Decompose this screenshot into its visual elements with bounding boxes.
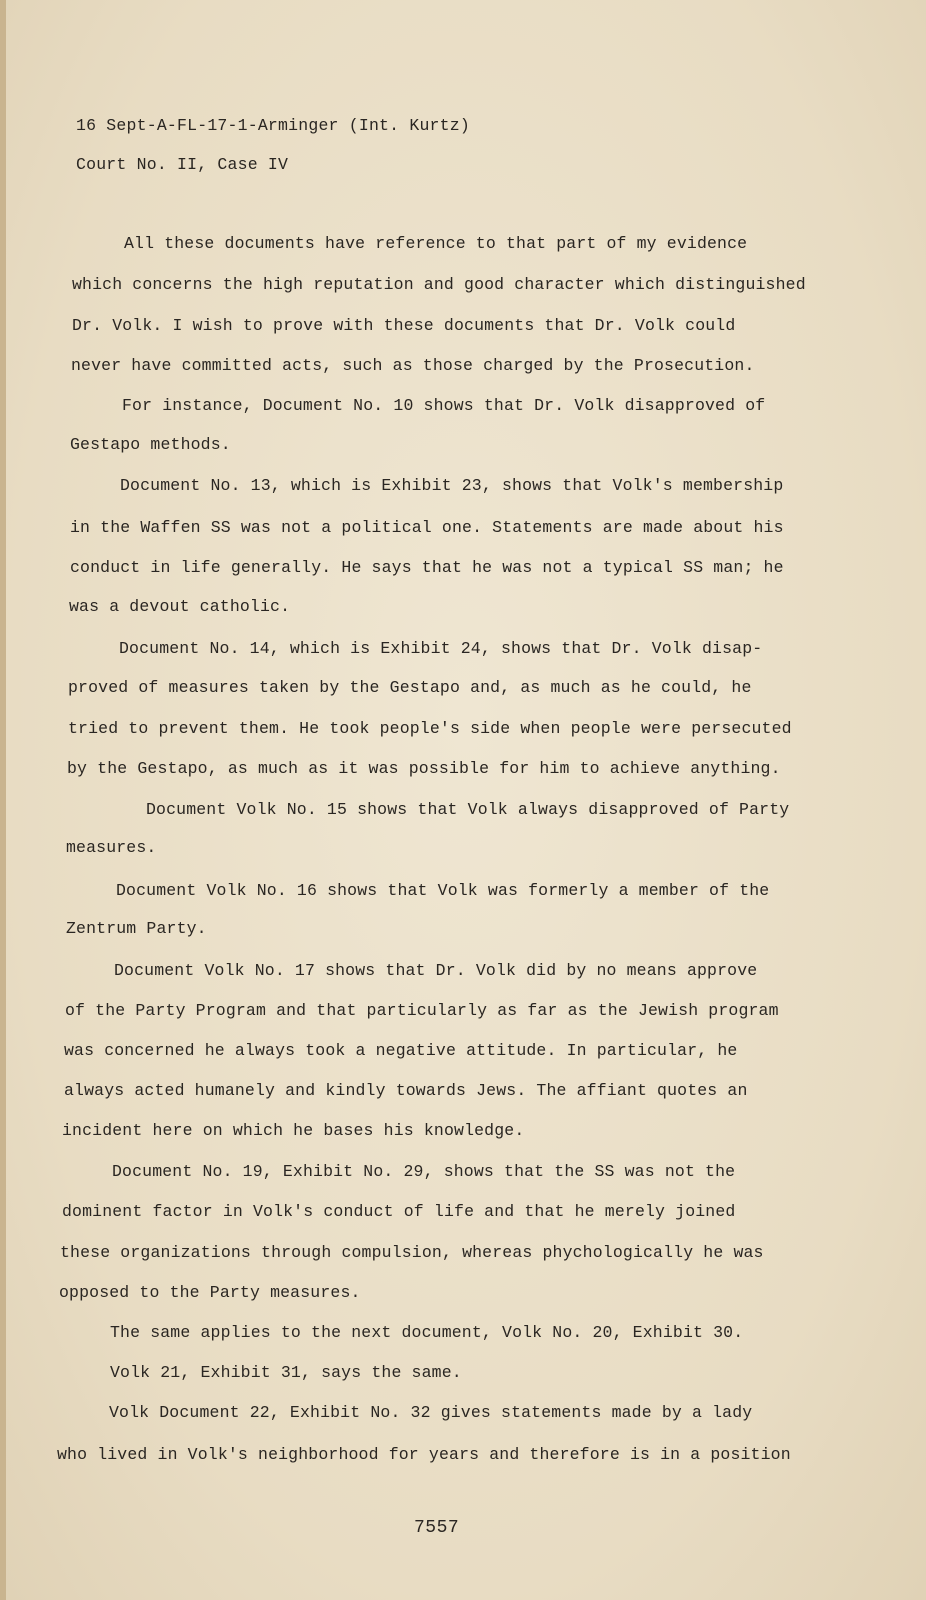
page-number: 7557 bbox=[414, 1518, 460, 1538]
text-line: All these documents have reference to that part of my evidence bbox=[124, 234, 748, 253]
text-line: Volk Document 22, Exhibit No. 32 gives statements made by a lady bbox=[109, 1403, 753, 1422]
text-line: Document Volk No. 15 shows that Volk always disapproved of Party bbox=[146, 800, 790, 819]
text-line: dominent factor in Volk's conduct of life and that he merely joined bbox=[62, 1202, 736, 1221]
text-line: conduct in life generally. He says that he was not a typical SS man; he bbox=[70, 558, 784, 577]
text-line: never have committed acts, such as those charged by the Prosecution. bbox=[71, 356, 755, 375]
text-line: Document Volk No. 16 shows that Volk was formerly a member of the bbox=[116, 881, 770, 900]
text-line: Document No. 14, which is Exhibit 24, shows that Dr. Volk disap- bbox=[119, 639, 763, 658]
text-line: by the Gestapo, as much as it was possible for him to achieve anything. bbox=[67, 759, 781, 778]
text-line: The same applies to the next document, Volk No. 20, Exhibit 30. bbox=[110, 1323, 744, 1342]
text-line: in the Waffen SS was not a political one. Statements are made about his bbox=[70, 518, 784, 537]
text-line: was a devout catholic. bbox=[69, 597, 291, 616]
text-line: Dr. Volk. I wish to prove with these documents that Dr. Volk could bbox=[72, 316, 736, 335]
text-line: proved of measures taken by the Gestapo and, as much as he could, he bbox=[68, 678, 752, 697]
text-line: Document No. 19, Exhibit No. 29, shows that the SS was not the bbox=[112, 1162, 736, 1181]
text-line: who lived in Volk's neighborhood for years and therefore is in a position bbox=[57, 1445, 791, 1464]
text-line: Gestapo methods. bbox=[70, 435, 231, 454]
text-line: always acted humanely and kindly towards Jews. The affiant quotes an bbox=[64, 1081, 748, 1100]
text-line: of the Party Program and that particularly as far as the Jewish program bbox=[65, 1001, 779, 1020]
text-line: was concerned he always took a negative attitude. In particular, he bbox=[64, 1041, 738, 1060]
court-case-line: Court No. II, Case IV bbox=[76, 155, 289, 174]
text-line: which concerns the high reputation and good character which distinguished bbox=[72, 275, 806, 294]
text-line: incident here on which he bases his knowledge. bbox=[62, 1121, 525, 1140]
text-line: tried to prevent them. He took people's side when people were persecuted bbox=[68, 719, 792, 738]
text-line: these organizations through compulsion, whereas phychologically he was bbox=[60, 1243, 764, 1262]
text-line: Zentrum Party. bbox=[66, 919, 207, 938]
text-line: For instance, Document No. 10 shows that Dr. Volk disapproved of bbox=[122, 396, 766, 415]
header-reference: 16 Sept-A-FL-17-1-Arminger (Int. Kurtz) bbox=[76, 116, 470, 135]
text-line: Volk 21, Exhibit 31, says the same. bbox=[110, 1363, 462, 1382]
text-line: opposed to the Party measures. bbox=[59, 1283, 361, 1302]
text-line: measures. bbox=[66, 838, 157, 857]
text-line: Document Volk No. 17 shows that Dr. Volk did by no means approve bbox=[114, 961, 758, 980]
text-line: Document No. 13, which is Exhibit 23, shows that Volk's membership bbox=[120, 476, 784, 495]
